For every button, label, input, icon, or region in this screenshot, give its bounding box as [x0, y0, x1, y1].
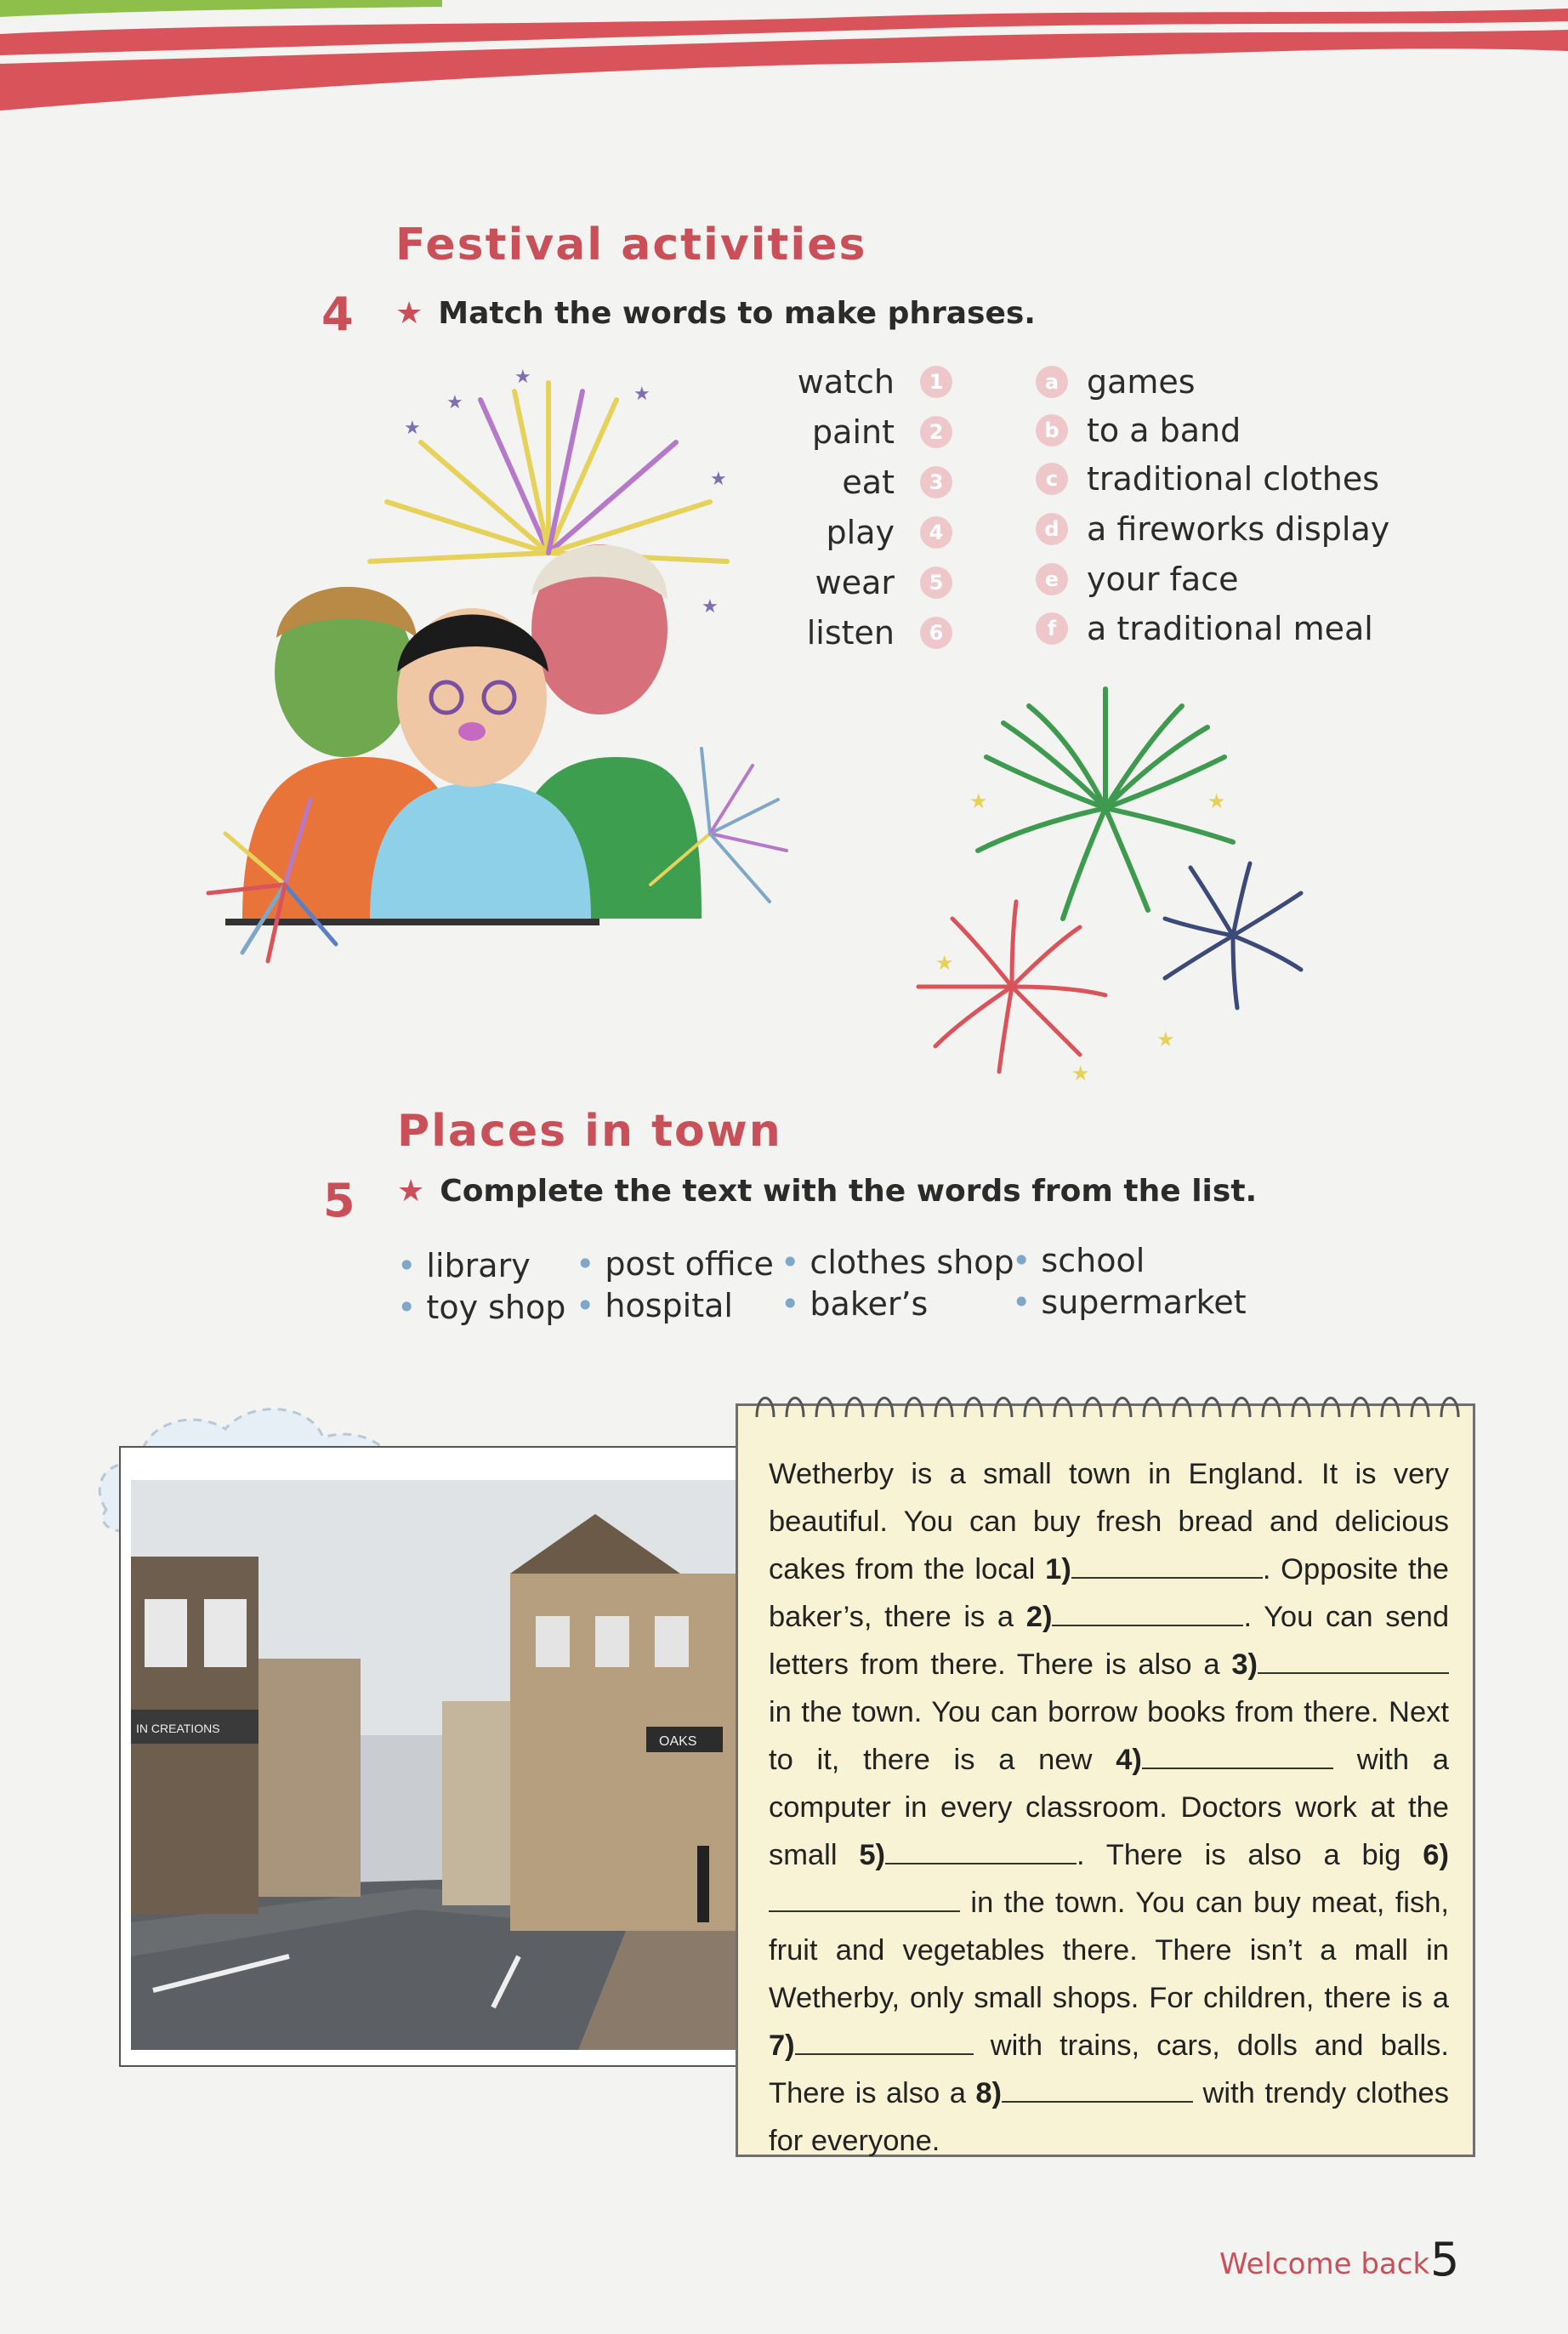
match-right-item: d a fireworks display: [1036, 509, 1389, 549]
fireworks-illustration: [901, 680, 1310, 1097]
word-list-item: • hospital: [576, 1287, 733, 1324]
answer-blank-1[interactable]: [1071, 1551, 1263, 1579]
svg-text:★: ★: [633, 383, 650, 404]
svg-text:★: ★: [702, 595, 719, 617]
bullet-icon: •: [1012, 1284, 1031, 1321]
wetherby-street-photo: [119, 1446, 748, 2067]
exercise-5-instruction: ★ Complete the text with the words from the list.: [397, 1174, 1258, 1209]
answer-blank-8[interactable]: [1002, 2075, 1193, 2103]
footer-unit-label: Welcome back: [1219, 2247, 1430, 2281]
star-icon: ★: [397, 1174, 425, 1209]
star-icon: ★: [395, 296, 423, 331]
number-circle-icon: 3: [920, 466, 952, 498]
exercise-5-number: 5: [323, 1174, 355, 1227]
exercise-4-instruction: ★ Match the words to make phrases.: [395, 296, 1036, 331]
svg-text:★: ★: [404, 417, 421, 438]
exercise-4-number: 4: [321, 287, 354, 341]
letter-circle-icon: a: [1036, 366, 1068, 398]
match-left-item: eat 3: [748, 462, 952, 503]
match-right-item: f a traditional meal: [1036, 608, 1373, 649]
letter-circle-icon: b: [1036, 414, 1068, 447]
bullet-icon: •: [781, 1285, 800, 1323]
word-list-item: • clothes shop: [781, 1244, 1014, 1281]
festival-heading: Festival activities: [395, 219, 867, 270]
letter-circle-icon: c: [1036, 463, 1068, 495]
places-heading: Places in town: [397, 1106, 782, 1157]
match-right-item: b to a band: [1036, 410, 1241, 451]
answer-blank-3[interactable]: [1258, 1647, 1449, 1674]
svg-text:★: ★: [1071, 1062, 1090, 1085]
top-stripe: [0, 0, 1568, 119]
word-list-item: • baker’s: [781, 1285, 929, 1323]
bullet-icon: •: [397, 1289, 417, 1326]
svg-text:★: ★: [514, 366, 531, 387]
word-list-item: • school: [1012, 1242, 1145, 1279]
svg-text:★: ★: [969, 790, 988, 813]
match-right-item: a games: [1036, 361, 1196, 402]
number-circle-icon: 4: [920, 516, 952, 549]
page-number: 5: [1430, 2233, 1460, 2286]
face-painted-kids-image: [191, 357, 804, 970]
match-left-item: play 4: [748, 512, 952, 553]
answer-blank-4[interactable]: [1142, 1742, 1333, 1769]
match-right-item: e your face: [1036, 559, 1238, 600]
match-left-item: wear 5: [748, 562, 952, 603]
number-circle-icon: 1: [920, 366, 952, 398]
answer-blank-2[interactable]: [1052, 1599, 1243, 1626]
number-circle-icon: 5: [920, 566, 952, 599]
svg-text:★: ★: [935, 952, 954, 975]
word-list-item: • library: [397, 1247, 531, 1284]
spiral-binding-icon: [748, 1387, 1471, 1421]
answer-blank-5[interactable]: [885, 1837, 1077, 1864]
cloze-passage: Wetherby is a small town in England. It is very beautiful. You can buy fresh bread and delicious cakes from the local 1) . Opposite the baker’s, there is a 2) . You can send letters from there. There is also a 3) in the town. You can borrow books from there. Next to it, there is a new 4) with a computer in every classroom. Doctors work at the small 5) . There is also a big 6) in the town. You can buy meat, fish, fruit and vegetables there. There isn’t a mall in Wetherby, only small shops. For children, there is a 7) with trains, cars, dolls and balls. There is also a 8) with trendy clothes for everyone.: [769, 1458, 1450, 2157]
svg-text:★: ★: [446, 391, 463, 413]
word-list-item: • post office: [576, 1245, 774, 1283]
bullet-icon: •: [1012, 1242, 1031, 1279]
svg-text:★: ★: [710, 468, 727, 489]
text-notepad: [736, 1403, 1475, 2157]
shop-sign-left: IN CREATIONS: [136, 1722, 220, 1735]
svg-text:★: ★: [1156, 1028, 1175, 1051]
answer-blank-6[interactable]: [769, 1885, 960, 1912]
shop-sign-right: OAKS: [659, 1734, 697, 1749]
number-circle-icon: 2: [920, 416, 952, 448]
svg-text:★: ★: [1207, 790, 1226, 813]
bullet-icon: •: [397, 1247, 417, 1284]
bullet-icon: •: [576, 1245, 595, 1283]
match-right-item: c traditional clothes: [1036, 458, 1379, 499]
letter-circle-icon: f: [1036, 612, 1068, 645]
letter-circle-icon: e: [1036, 563, 1068, 595]
match-left-item: paint 2: [748, 412, 952, 453]
word-list-item: • supermarket: [1012, 1284, 1247, 1321]
letter-circle-icon: d: [1036, 513, 1068, 545]
word-list-item: • toy shop: [397, 1289, 566, 1326]
number-circle-icon: 6: [920, 617, 952, 649]
match-left-item: watch 1: [748, 361, 952, 402]
match-left-item: listen 6: [748, 612, 952, 653]
answer-blank-7[interactable]: [795, 2028, 974, 2055]
bullet-icon: •: [781, 1244, 800, 1281]
bullet-icon: •: [576, 1287, 595, 1324]
